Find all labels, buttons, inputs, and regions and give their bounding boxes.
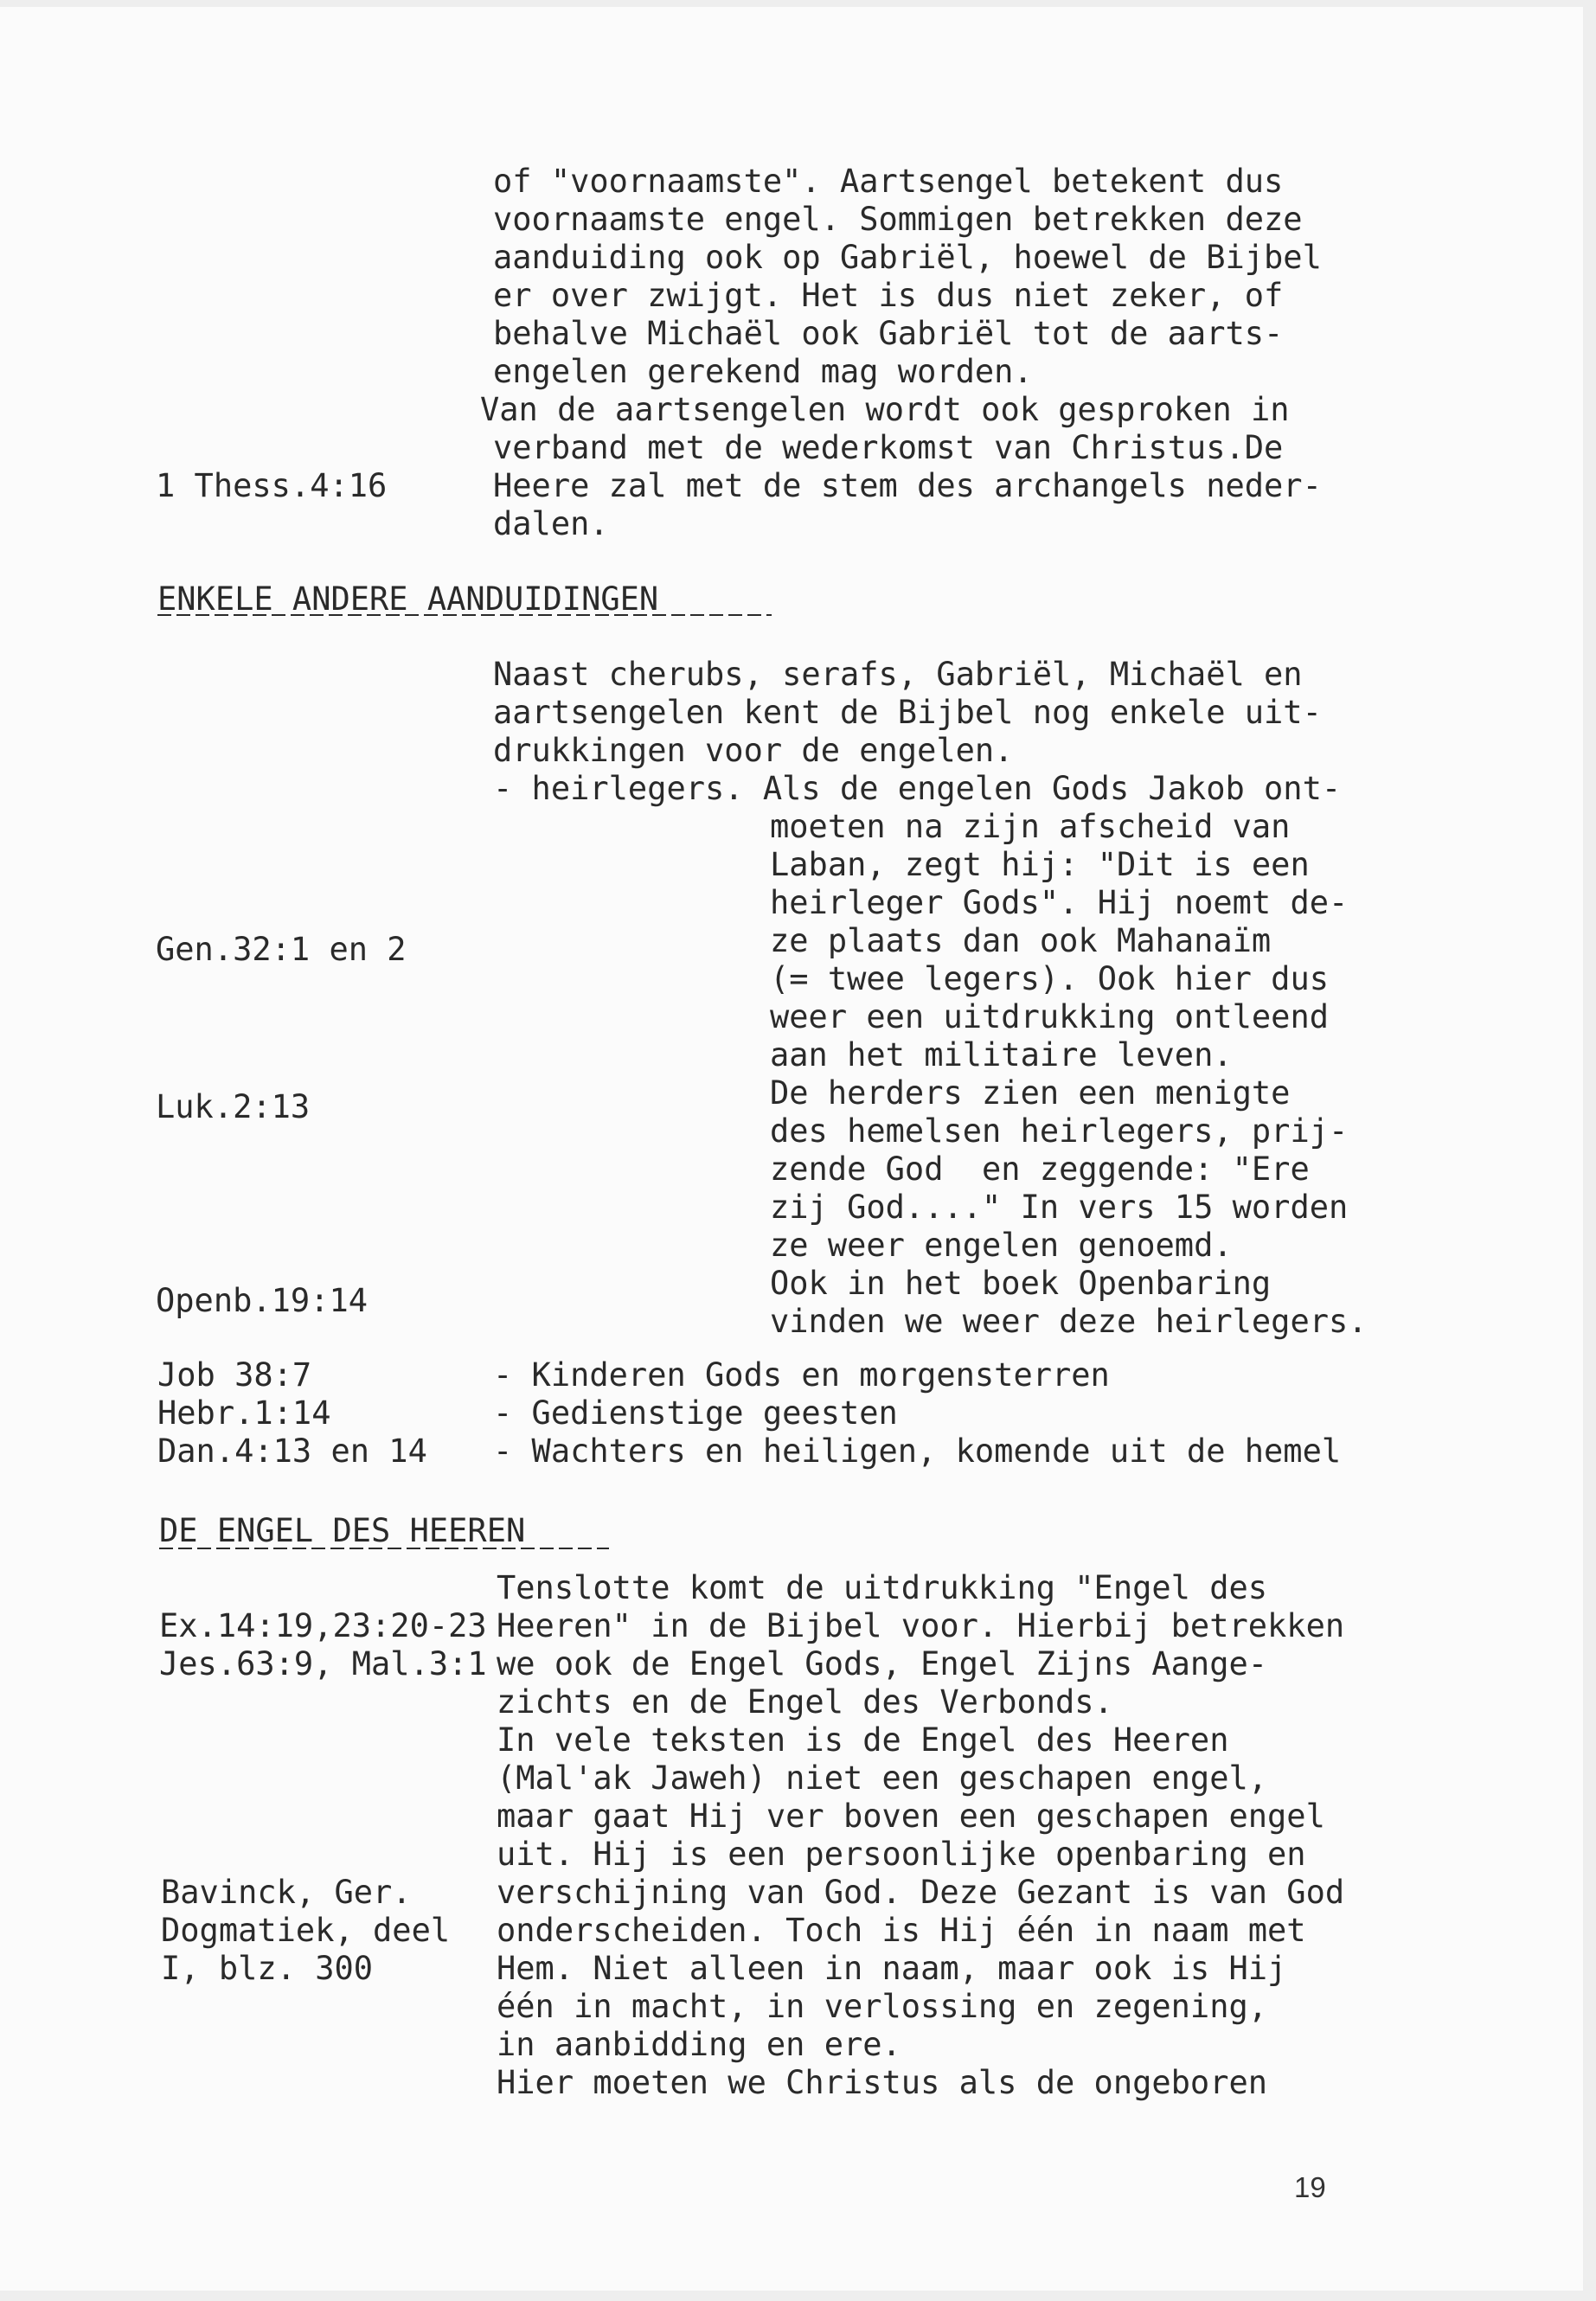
text-line: (Mal'ak Jaweh) niet een geschapen engel, (497, 1759, 1268, 1797)
page-number: 19 (1294, 2171, 1326, 2203)
text-line: of "voornaamste". Aartsengel betekent dus (493, 163, 1284, 200)
margin-reference: I, blz. 300 (161, 1950, 374, 1987)
text-line: De herders zien een menigte (770, 1074, 1291, 1112)
text-line: zij God...." In vers 15 worden (770, 1189, 1349, 1226)
text-line: uit. Hij is een persoonlijke openbaring en (497, 1836, 1306, 1873)
text-line: vinden we weer deze heirlegers. (770, 1303, 1368, 1340)
text-line: dalen. (493, 505, 609, 542)
margin-reference: Dogmatiek, deel (161, 1912, 451, 1949)
margin-reference: Bavinck, Ger. (161, 1874, 412, 1911)
text-line: Heere zal met de stem des archangels neder- (493, 467, 1322, 504)
text-line: moeten na zijn afscheid van (770, 808, 1291, 845)
list-item: - Gedienstige geesten (493, 1394, 898, 1432)
heading-underline (159, 1546, 609, 1551)
text-line: onderscheiden. Toch is Hij één in naam met (497, 1912, 1306, 1949)
text-line: Laban, zegt hij: "Dit is een (770, 846, 1310, 883)
list-item-reference: Hebr.1:14 (157, 1394, 331, 1432)
section-heading: ENKELE ANDERE AANDUIDINGEN (157, 580, 659, 618)
text-line: één in macht, in verlossing en zegening, (497, 1988, 1268, 2025)
text-line: aan het militaire leven. (770, 1036, 1233, 1074)
text-line: aanduiding ook op Gabriël, hoewel de Bijbel (493, 239, 1322, 276)
list-item-reference: Job 38:7 (157, 1356, 312, 1394)
text-line: in aanbidding en ere. (497, 2026, 901, 2063)
margin-reference: Openb.19:14 (156, 1282, 369, 1319)
margin-reference: Gen.32:1 en 2 (156, 931, 407, 968)
text-line: (= twee legers). Ook hier dus (770, 960, 1330, 997)
text-line: drukkingen voor de engelen. (493, 732, 1014, 769)
text-line: aartsengelen kent de Bijbel nog enkele uit- (493, 694, 1322, 731)
text-line: In vele teksten is de Engel des Heeren (497, 1721, 1229, 1759)
margin-reference: Luk.2:13 (156, 1088, 311, 1125)
text-line: er over zwijgt. Het is dus niet zeker, of (493, 277, 1284, 314)
list-item-reference: Dan.4:13 en 14 (157, 1433, 427, 1470)
list-item: - Kinderen Gods en morgensterren (493, 1356, 1110, 1394)
text-line: behalve Michaël ook Gabriël tot de aarts- (493, 315, 1284, 352)
text-line: Hem. Niet alleen in naam, maar ook is Hij (497, 1950, 1287, 1987)
margin-reference: Ex.14:19,23:20-23 (159, 1607, 487, 1644)
text-line: Ook in het boek Openbaring (770, 1265, 1272, 1302)
text-line: ze weer engelen genoemd. (770, 1227, 1233, 1264)
text-line: Van de aartsengelen wordt ook gesproken in (480, 391, 1290, 428)
margin-reference: Jes.63:9, Mal.3:1 (159, 1645, 487, 1682)
text-line: weer een uitdrukking ontleend (770, 998, 1330, 1035)
text-line: heirleger Gods". Hij noemt de- (770, 884, 1349, 921)
section-heading: DE ENGEL DES HEEREN (159, 1512, 526, 1549)
margin-reference: 1 Thess.4:16 (156, 467, 388, 504)
text-line: we ook de Engel Gods, Engel Zijns Aange- (497, 1645, 1268, 1682)
text-line: des hemelsen heirlegers, prij- (770, 1112, 1349, 1150)
text-line: - heirlegers. Als de engelen Gods Jakob ont- (493, 770, 1342, 807)
text-line: Naast cherubs, serafs, Gabriël, Michaël en (493, 656, 1303, 693)
heading-underline (157, 612, 772, 618)
text-line: verband met de wederkomst van Christus.De (493, 429, 1284, 466)
list-item: - Wachters en heiligen, komende uit de hemel (493, 1433, 1342, 1470)
text-line: zende God en zeggende: "Ere (770, 1150, 1310, 1188)
text-line: voornaamste engel. Sommigen betrekken deze (493, 201, 1303, 238)
text-line: Heeren" in de Bijbel voor. Hierbij betrekken (497, 1607, 1345, 1644)
text-line: zichts en de Engel des Verbonds. (497, 1683, 1113, 1721)
text-line: engelen gerekend mag worden. (493, 353, 1033, 390)
text-line: ze plaats dan ook Mahanaïm (770, 922, 1272, 959)
text-line: Hier moeten we Christus als de ongeboren (497, 2064, 1268, 2101)
text-line: Tenslotte komt de uitdrukking "Engel des (497, 1569, 1268, 1606)
document-page (0, 7, 1583, 2291)
text-line: verschijning van God. Deze Gezant is van God (497, 1874, 1345, 1911)
text-line: maar gaat Hij ver boven een geschapen engel (497, 1798, 1325, 1835)
